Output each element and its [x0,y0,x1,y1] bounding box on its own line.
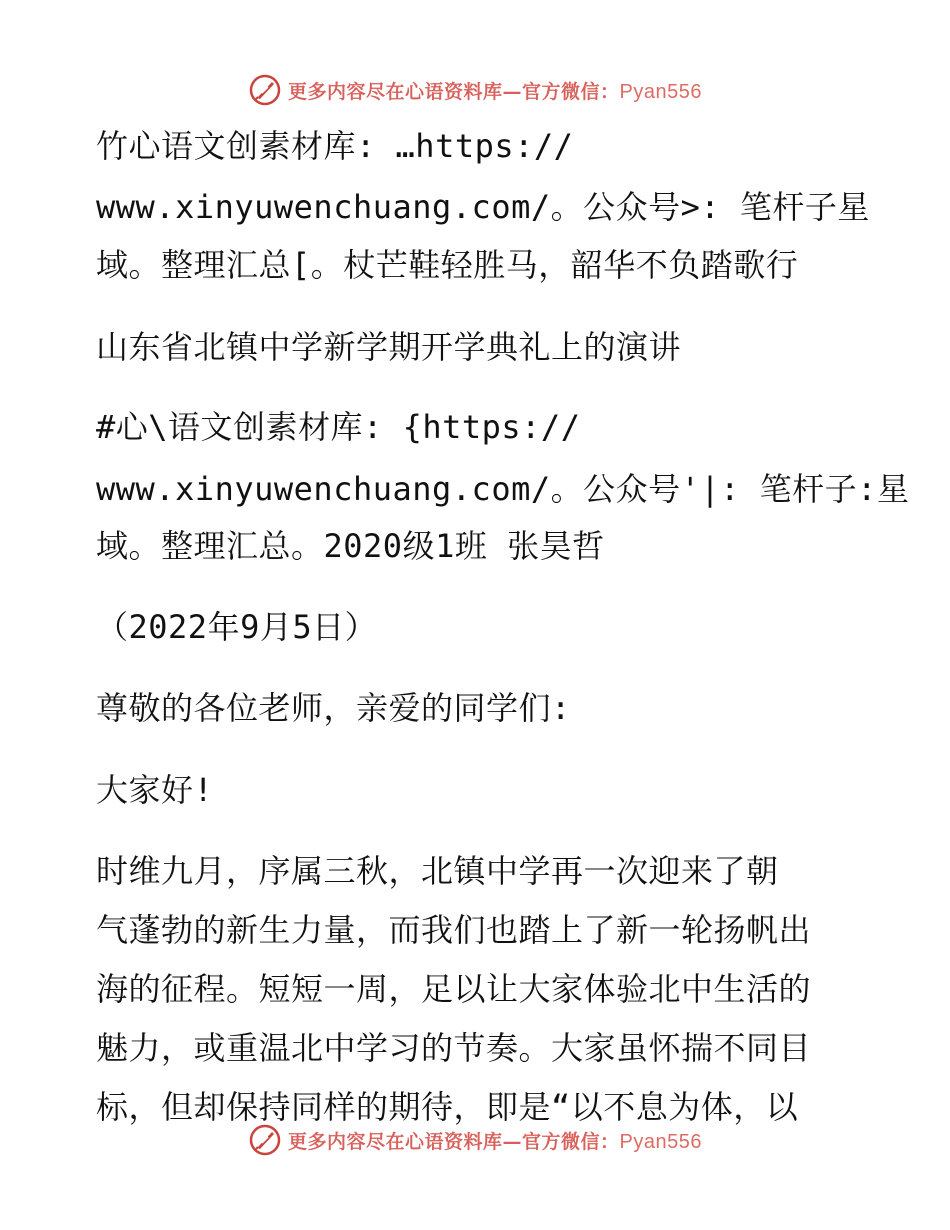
header-banner [0,70,950,110]
banner-inner [248,1123,702,1157]
banner-wechat-id: Pyan556 [619,80,702,103]
document-body [96,124,910,1126]
text-line: 竹心语文创素材库: …https:// [96,127,574,165]
banner-slogan: 更多内容尽在心语资料库—官方微信： [288,1130,620,1153]
paragraph-line: 海的征程。短短一周，足以让大家体验北中生活的 [96,970,812,1008]
text-line: #心\语文创素材库: {https:// [96,408,581,446]
banner-slogan: 更多内容尽在心语资料库—官方微信： [288,80,620,103]
date-line: （2022年9月5日） [96,608,378,646]
banner-wechat-id: Pyan556 [619,1130,702,1153]
greeting: 大家好! [96,771,214,809]
salutation: 尊敬的各位老师，亲爱的同学们: [96,689,571,727]
footer-banner [0,1120,950,1160]
paragraph-line: 时维九月，序属三秋，北镇中学再一次迎来了朝 [96,852,779,890]
banner-text [288,1127,702,1154]
paragraph-line: 标，但却保持同样的期待，即是“以不息为体，以 [96,1088,799,1126]
paragraph-line: 气蓬勃的新生力量，而我们也踏上了新一轮扬帆出 [96,911,812,949]
text-line: www.xinyuwenchuang.com/。公众号'|: 笔杆子:星 [96,470,910,508]
author-line: 域。整理汇总。2020级1班 张昊哲 [96,527,605,565]
feather-pen-logo-icon [248,73,282,107]
banner-inner [248,73,702,107]
document-title: 山东省北镇中学新学期开学典礼上的演讲 [96,328,682,366]
text-line: www.xinyuwenchuang.com/。公众号>: 笔杆子星 [96,188,870,226]
feather-pen-logo-icon [248,1123,282,1157]
banner-text [288,77,702,104]
text-line: 域。整理汇总[。杖芒鞋轻胜马，韶华不负踏歌行 [96,246,799,284]
paragraph-line: 魅力，或重温北中学习的节奏。大家虽怀揣不同目 [96,1029,812,1067]
